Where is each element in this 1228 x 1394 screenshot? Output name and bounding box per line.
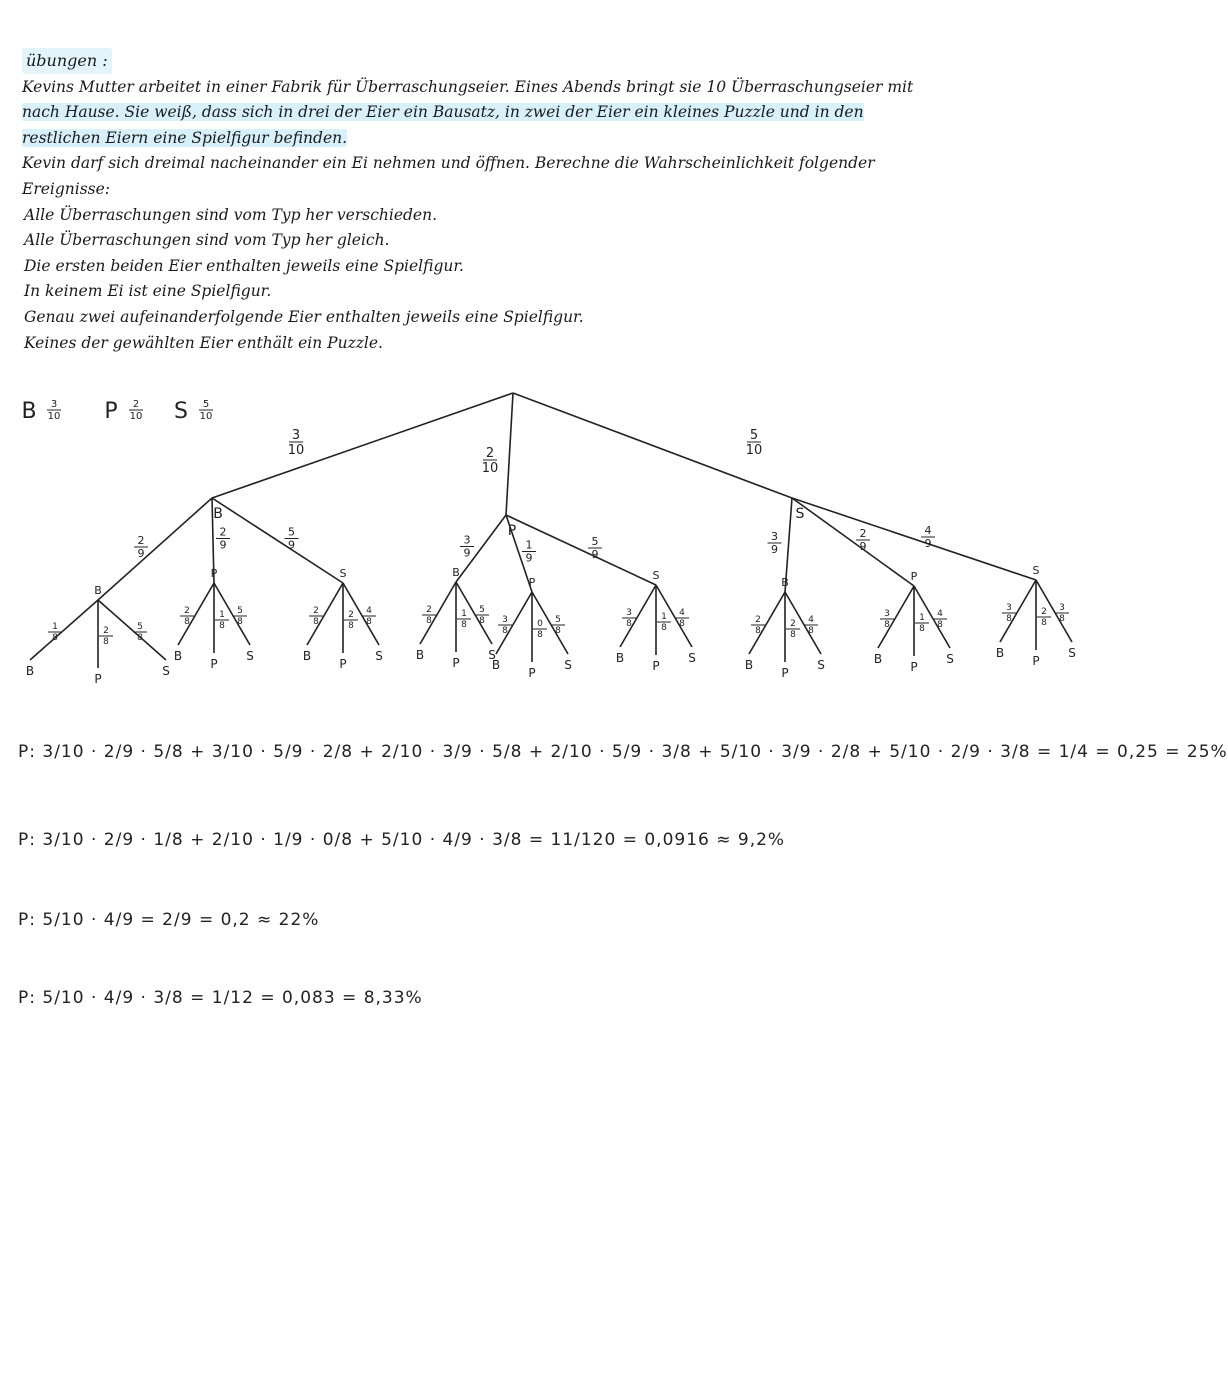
intro-line: Kevin darf sich dreimal nacheinander ein Ei nehmen und öffnen. Berechne die Wahrscheinlichkeit folgender bbox=[22, 154, 875, 173]
prob-level2-denominator: 9 bbox=[924, 537, 932, 550]
prob-level2-numerator: 4 bbox=[924, 524, 932, 537]
legend-letter: P bbox=[104, 399, 118, 424]
node-level2: B bbox=[94, 584, 102, 597]
prob-level3-numerator: 1 bbox=[52, 622, 58, 632]
prob-level1-denominator: 10 bbox=[745, 443, 763, 458]
prob-level3-denominator: 8 bbox=[366, 617, 372, 627]
prob-level2-numerator: 2 bbox=[219, 525, 227, 539]
prob-level3-denominator: 8 bbox=[790, 630, 796, 640]
node-level3: S bbox=[564, 658, 572, 672]
task-item: In keinem Ei ist eine Spielfigur. bbox=[24, 282, 272, 301]
prob-level3-numerator: 1 bbox=[661, 612, 667, 622]
prob-level3-numerator: 5 bbox=[237, 606, 243, 616]
prob-level2-numerator: 2 bbox=[137, 534, 145, 547]
prob-level3-numerator: 3 bbox=[1006, 603, 1012, 613]
prob-level3-denominator: 8 bbox=[52, 633, 58, 643]
node-level3: P bbox=[528, 666, 536, 680]
branch-level2 bbox=[212, 498, 343, 583]
task-item: Genau zwei aufeinanderfolgende Eier enthalten jeweils eine Spielfigur. bbox=[24, 307, 584, 326]
prob-level3-denominator: 8 bbox=[679, 619, 685, 629]
prob-level3-numerator: 2 bbox=[426, 605, 432, 615]
prob-level3-numerator: 2 bbox=[313, 606, 319, 616]
branch-level2 bbox=[98, 498, 212, 600]
prob-level2-numerator: 3 bbox=[463, 533, 471, 547]
prob-level3-denominator: 8 bbox=[808, 626, 814, 636]
prob-level3-denominator: 8 bbox=[313, 617, 319, 627]
prob-level3-numerator: 2 bbox=[348, 610, 354, 620]
node-level1: P bbox=[507, 523, 517, 539]
prob-level3-denominator: 8 bbox=[884, 620, 890, 630]
prob-level2-numerator: 5 bbox=[591, 535, 599, 548]
branch-level1 bbox=[506, 393, 513, 515]
task-item: Keines der gewählten Eier enthält ein Puzzle. bbox=[24, 333, 383, 352]
prob-level3-numerator: 5 bbox=[555, 615, 561, 625]
prob-level3-denominator: 8 bbox=[184, 617, 190, 627]
prob-level3-numerator: 3 bbox=[502, 615, 508, 625]
node-level3: S bbox=[1068, 646, 1076, 660]
prob-level1-numerator: 3 bbox=[291, 428, 301, 443]
prob-level1-denominator: 10 bbox=[287, 443, 305, 458]
prob-level3-denominator: 8 bbox=[919, 624, 925, 634]
prob-level3-numerator: 1 bbox=[919, 613, 925, 623]
node-level3: P bbox=[781, 666, 789, 680]
node-level3: B bbox=[873, 652, 883, 666]
node-level2: S bbox=[652, 569, 660, 582]
calc-line-3: P: 5/10 · 4/9 = 2/9 = 0,2 ≈ 22% bbox=[18, 910, 320, 930]
prob-level3-denominator: 8 bbox=[755, 626, 761, 636]
legend-letter: S bbox=[174, 399, 188, 424]
node-level3: P bbox=[94, 672, 102, 686]
node-level3: B bbox=[25, 664, 35, 678]
calc-line-1: P: 3/10 · 2/9 · 5/8 + 3/10 · 5/9 · 2/8 + 2/10 · 3/9 · 5/8 + 2/10 · 5/9 · 3/8 + 5/10 · 3/9 · 2/8 + 5/10 · 2/9 · 3/8 = 1/4 = 0,25 = 25% bbox=[18, 742, 1228, 762]
node-level3: P bbox=[1032, 654, 1040, 668]
prob-level1-numerator: 2 bbox=[485, 446, 495, 461]
prob-level3-denominator: 8 bbox=[461, 620, 467, 630]
prob-level3-denominator: 8 bbox=[348, 621, 354, 631]
prob-level3-numerator: 2 bbox=[790, 619, 796, 629]
prob-level2-numerator: 5 bbox=[288, 525, 295, 539]
branch-level2 bbox=[792, 498, 1036, 580]
legend-fraction-denominator: 10 bbox=[199, 411, 213, 422]
intro-line: Ereignisse: bbox=[22, 179, 111, 198]
prob-level3-denominator: 8 bbox=[426, 616, 432, 626]
prob-level3-numerator: 3 bbox=[626, 608, 632, 618]
node-level2: B bbox=[781, 576, 789, 589]
prob-level3-denominator: 8 bbox=[1006, 614, 1012, 624]
prob-level2-denominator: 9 bbox=[525, 551, 533, 565]
prob-level3-denominator: 8 bbox=[1041, 618, 1047, 628]
prob-level1-denominator: 10 bbox=[481, 461, 499, 476]
legend-fraction-denominator: 10 bbox=[47, 411, 61, 422]
prob-level3-numerator: 2 bbox=[1041, 607, 1047, 617]
prob-level3-denominator: 8 bbox=[626, 619, 632, 629]
node-level3: S bbox=[817, 658, 825, 672]
calc-line-4: P: 5/10 · 4/9 · 3/8 = 1/12 = 0,083 = 8,33% bbox=[18, 988, 423, 1008]
prob-level3-numerator: 4 bbox=[366, 606, 372, 616]
prob-level3-denominator: 8 bbox=[555, 626, 561, 636]
node-level3: P bbox=[652, 659, 660, 673]
prob-level1-numerator: 5 bbox=[749, 428, 759, 443]
branch-level1 bbox=[212, 393, 513, 498]
node-level3: B bbox=[744, 658, 754, 672]
prob-level3-denominator: 8 bbox=[237, 617, 243, 627]
prob-level2-denominator: 9 bbox=[591, 548, 599, 561]
prob-level3-numerator: 1 bbox=[461, 609, 467, 619]
node-level3: B bbox=[995, 646, 1005, 660]
node-level3: P bbox=[452, 656, 460, 670]
legend-fraction-numerator: 5 bbox=[202, 399, 210, 410]
legend-fraction-numerator: 3 bbox=[50, 399, 58, 410]
node-level3: S bbox=[162, 664, 170, 678]
prob-level3-denominator: 8 bbox=[937, 620, 943, 630]
prob-level3-denominator: 8 bbox=[137, 633, 143, 643]
prob-level3-numerator: 5 bbox=[137, 622, 143, 632]
prob-level2-denominator: 9 bbox=[859, 540, 867, 553]
intro-line: nach Hause. Sie weiß, dass sich in drei der Eier ein Bausatz, in zwei der Eier ein kleines Puzzle und in den bbox=[22, 103, 864, 122]
prob-level2-denominator: 9 bbox=[137, 547, 145, 560]
node-level3: B bbox=[173, 649, 183, 663]
prob-level3-denominator: 8 bbox=[479, 616, 485, 626]
node-level3: P bbox=[339, 657, 347, 671]
node-level3: B bbox=[491, 658, 501, 672]
node-level1: B bbox=[213, 506, 223, 522]
prob-level3-numerator: 4 bbox=[937, 609, 943, 619]
prob-level3-numerator: 2 bbox=[184, 606, 190, 616]
node-level3: S bbox=[688, 651, 696, 665]
intro-line: Kevins Mutter arbeitet in einer Fabrik für Überraschungseier. Eines Abends bringt sie 10 Überraschungseier mit bbox=[22, 77, 914, 96]
node-level2: S bbox=[1032, 564, 1040, 577]
node-level3: P bbox=[910, 660, 918, 674]
prob-level3-denominator: 8 bbox=[1059, 614, 1065, 624]
prob-level3-numerator: 2 bbox=[103, 626, 109, 636]
branch-level2 bbox=[792, 498, 914, 586]
legend-letter: B bbox=[21, 399, 37, 424]
prob-level2-denominator: 9 bbox=[288, 538, 295, 552]
prob-level3-denominator: 8 bbox=[502, 626, 508, 636]
node-level2: P bbox=[528, 576, 536, 589]
prob-level2-denominator: 9 bbox=[771, 543, 778, 556]
intro-line: restlichen Eiern eine Spielfigur befinden. bbox=[22, 128, 348, 147]
legend-fraction-denominator: 10 bbox=[129, 411, 143, 422]
prob-level3-numerator: 3 bbox=[884, 609, 890, 619]
node-level3: P bbox=[210, 657, 218, 671]
task-item: Alle Überraschungen sind vom Typ her gleich. bbox=[24, 231, 390, 250]
node-level3: B bbox=[615, 651, 625, 665]
node-level2: S bbox=[339, 567, 347, 580]
node-level2: P bbox=[910, 570, 918, 583]
prob-level3-numerator: 1 bbox=[219, 610, 225, 620]
node-level3: S bbox=[246, 649, 254, 663]
prob-level3-denominator: 8 bbox=[537, 630, 543, 640]
heading: übungen : bbox=[22, 48, 112, 74]
probability-tree bbox=[0, 0, 1080, 720]
prob-level2-numerator: 3 bbox=[771, 530, 778, 543]
prob-level3-denominator: 8 bbox=[219, 621, 225, 631]
node-level3: B bbox=[302, 649, 312, 663]
node-level3: S bbox=[375, 649, 383, 663]
prob-level3-numerator: 0 bbox=[537, 619, 543, 629]
node-level1: S bbox=[795, 506, 805, 522]
prob-level2-numerator: 2 bbox=[859, 527, 867, 540]
calc-line-2: P: 3/10 · 2/9 · 1/8 + 2/10 · 1/9 · 0/8 + 5/10 · 4/9 · 3/8 = 11/120 = 0,0916 ≈ 9,2% bbox=[18, 830, 786, 850]
legend-fraction-numerator: 2 bbox=[132, 399, 140, 410]
node-level2: B bbox=[452, 566, 460, 579]
branch-level3 bbox=[30, 600, 98, 660]
prob-level2-numerator: 1 bbox=[525, 538, 533, 552]
prob-level3-numerator: 4 bbox=[679, 608, 685, 618]
task-item: Alle Überraschungen sind vom Typ her verschieden. bbox=[24, 205, 437, 224]
prob-level3-numerator: 4 bbox=[808, 615, 814, 625]
prob-level3-denominator: 8 bbox=[661, 623, 667, 633]
node-level3: B bbox=[415, 648, 425, 662]
node-level3: S bbox=[946, 652, 954, 666]
prob-level3-numerator: 5 bbox=[479, 605, 485, 615]
prob-level3-numerator: 2 bbox=[755, 615, 761, 625]
prob-level2-denominator: 9 bbox=[463, 546, 471, 560]
prob-level3-denominator: 8 bbox=[103, 637, 109, 647]
task-item: Die ersten beiden Eier enthalten jeweils eine Spielfigur. bbox=[24, 256, 464, 275]
prob-level3-numerator: 3 bbox=[1059, 603, 1065, 613]
node-level3: S bbox=[488, 648, 496, 662]
node-level2: P bbox=[210, 567, 218, 580]
prob-level2-denominator: 9 bbox=[219, 538, 227, 552]
